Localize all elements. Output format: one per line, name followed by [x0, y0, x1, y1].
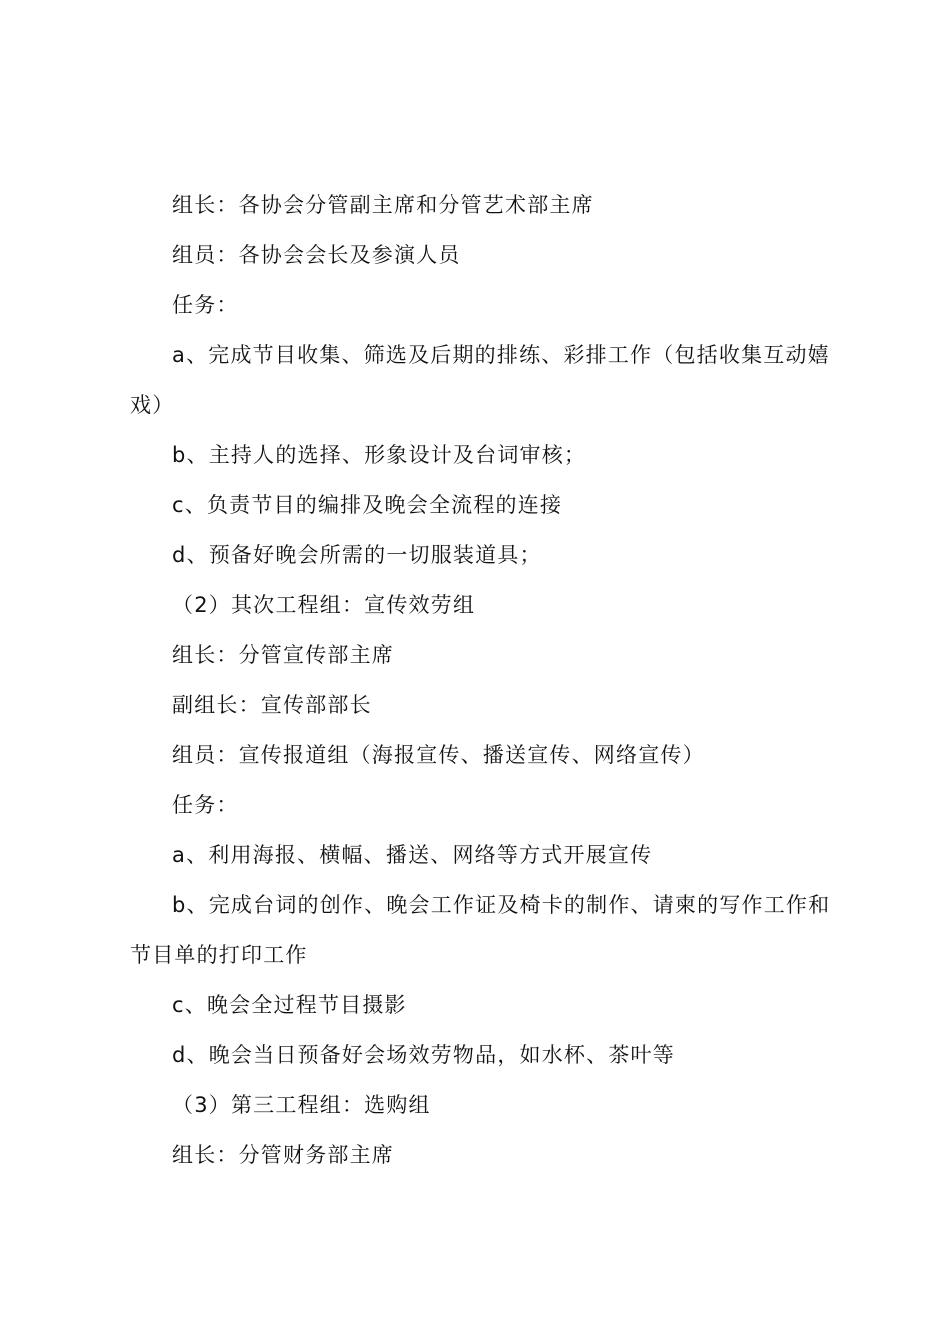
task-item-b: b、完成台词的创作、晚会工作证及椅卡的制作、请柬的写作工作和节目单的打印工作	[130, 893, 831, 967]
group-leader-line: 组长：分管财务部主席	[172, 1143, 394, 1167]
task-item-a: a、完成节目收集、筛选及后期的排练、彩排工作（包括收集互动嬉戏）	[130, 343, 830, 417]
tasks-heading: 任务：	[172, 793, 239, 817]
tasks-heading: 任务：	[172, 293, 239, 317]
task-item-c: c、晚会全过程节目摄影	[172, 993, 407, 1017]
group-members-line: 组员：各协会会长及参演人员	[172, 243, 461, 267]
group-members-line: 组员：宣传报道组（海报宣传、播送宣传、网络宣传）	[172, 743, 705, 767]
section-heading-3: （3）第三工程组：选购组	[172, 1093, 431, 1117]
section-heading-2: （2）其次工程组：宣传效劳组	[172, 593, 476, 617]
group-leader-line: 组长：各协会分管副主席和分管艺术部主席	[172, 193, 594, 217]
task-item-c: c、负责节目的编排及晚会全流程的连接	[172, 493, 563, 517]
task-item-a: a、利用海报、横幅、播送、网络等方式开展宣传	[172, 843, 653, 867]
task-item-d: d、晚会当日预备好会场效劳物品，如水杯、茶叶等	[172, 1043, 675, 1067]
group-leader-line: 组长：分管宣传部主席	[172, 643, 394, 667]
task-item-d: d、预备好晚会所需的一切服装道具；	[172, 543, 542, 567]
deputy-leader-line: 副组长：宣传部部长	[172, 693, 372, 717]
task-item-b: b、主持人的选择、形象设计及台词审核；	[172, 443, 587, 467]
